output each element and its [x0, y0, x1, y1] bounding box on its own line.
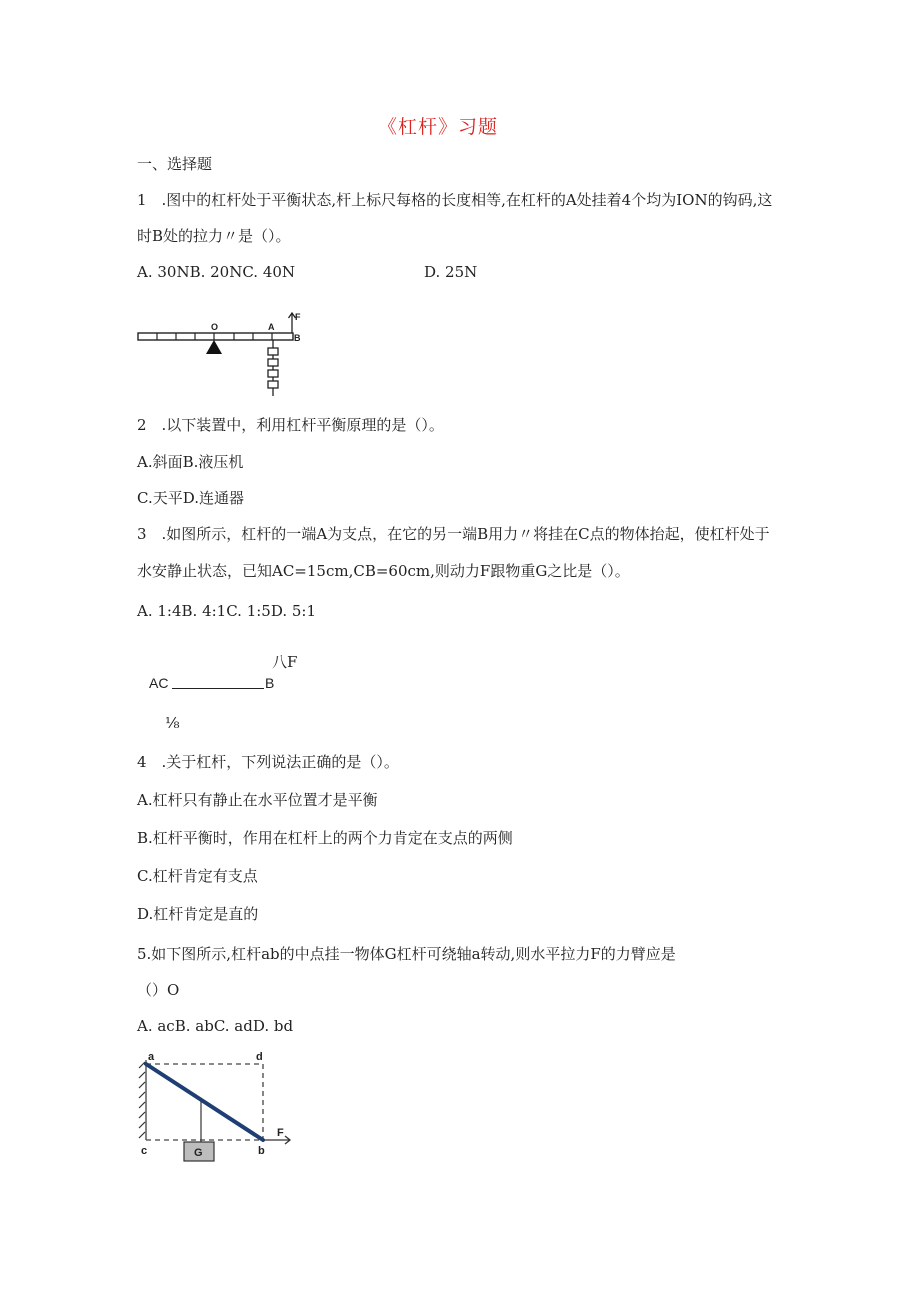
q5-lever-figure	[132, 1048, 302, 1168]
lever-ab	[146, 1064, 263, 1140]
q2-options-cd: C.天平D.连通器	[137, 489, 244, 507]
q5-options: A. acB. abC. adD. bd	[137, 1017, 294, 1035]
q1-option-d: D. 25N	[424, 263, 478, 281]
q1-options-abc: A. 30NB. 20NC. 40N	[137, 263, 296, 281]
q1-lever-figure	[130, 308, 320, 400]
label-f: F	[277, 1127, 284, 1139]
fulcrum-triangle	[206, 340, 222, 354]
label-g: G	[194, 1147, 203, 1159]
q2-options-ab: A.斜面B.液压机	[137, 453, 244, 471]
label-a: a	[148, 1051, 155, 1063]
page-title: 《杠杆》习题	[378, 116, 499, 138]
q3-fig-force-label: 八F	[272, 653, 298, 671]
q1-stem-line2: 时B处的拉力〃是（）。	[137, 227, 291, 245]
q2-stem: 2 .以下装置中，利用杠杆平衡原理的是（）。	[137, 416, 444, 434]
label-f: F	[295, 312, 301, 322]
q3-fig-ac-label: AC	[149, 675, 169, 691]
label-b: B	[294, 333, 301, 343]
q3-fig-b-label: B	[265, 675, 275, 691]
q3-options: A. 1:4B. 4:1C. 1:5D. 5:1	[137, 602, 316, 620]
label-c: c	[141, 1145, 148, 1157]
q4-option-a: A.杠杆只有静止在水平位置才是平衡	[137, 791, 378, 809]
wall	[139, 1060, 146, 1140]
q5-stem-line1: 5.如下图所示,杠杆ab的中点挂一物体G杠杆可绕轴a转动,则水平拉力F的力臂应是	[137, 945, 676, 963]
section-heading: 一、选择题	[137, 155, 213, 173]
q1-stem-line1: 1 .图中的杠杆处于平衡状态,杆上标尺每格的长度相等,在杠杆的A处挂着4个均为ION的钩码,这	[137, 191, 773, 209]
lever-bar	[138, 333, 293, 340]
hanging-weights	[268, 340, 278, 396]
q5-stem-line2: （）O	[137, 981, 180, 999]
q4-option-b: B.杠杆平衡时，作用在杠杆上的两个力肯定在支点的两侧	[137, 829, 513, 847]
q3-lever-line	[172, 688, 264, 689]
label-o: O	[211, 322, 219, 332]
label-d: d	[256, 1051, 263, 1063]
label-b: b	[258, 1145, 265, 1157]
label-a: A	[268, 322, 275, 332]
q3-fig-below: ⅛	[165, 714, 180, 732]
q3-stem-line1: 3 .如图所示，杠杆的一端A为支点，在它的另一端B用力〃将挂在C点的物体抬起，使杠杆处于	[137, 525, 770, 543]
q4-option-c: C.杠杆肯定有支点	[137, 867, 258, 885]
q3-stem-line2: 水安静止状态，已知AC=15cm,CB=60cm,则动力F跟物重G之比是（）。	[137, 562, 630, 580]
q4-option-d: D.杠杆肯定是直的	[137, 905, 259, 923]
q4-stem: 4 .关于杠杆，下列说法正确的是（）。	[137, 753, 399, 771]
